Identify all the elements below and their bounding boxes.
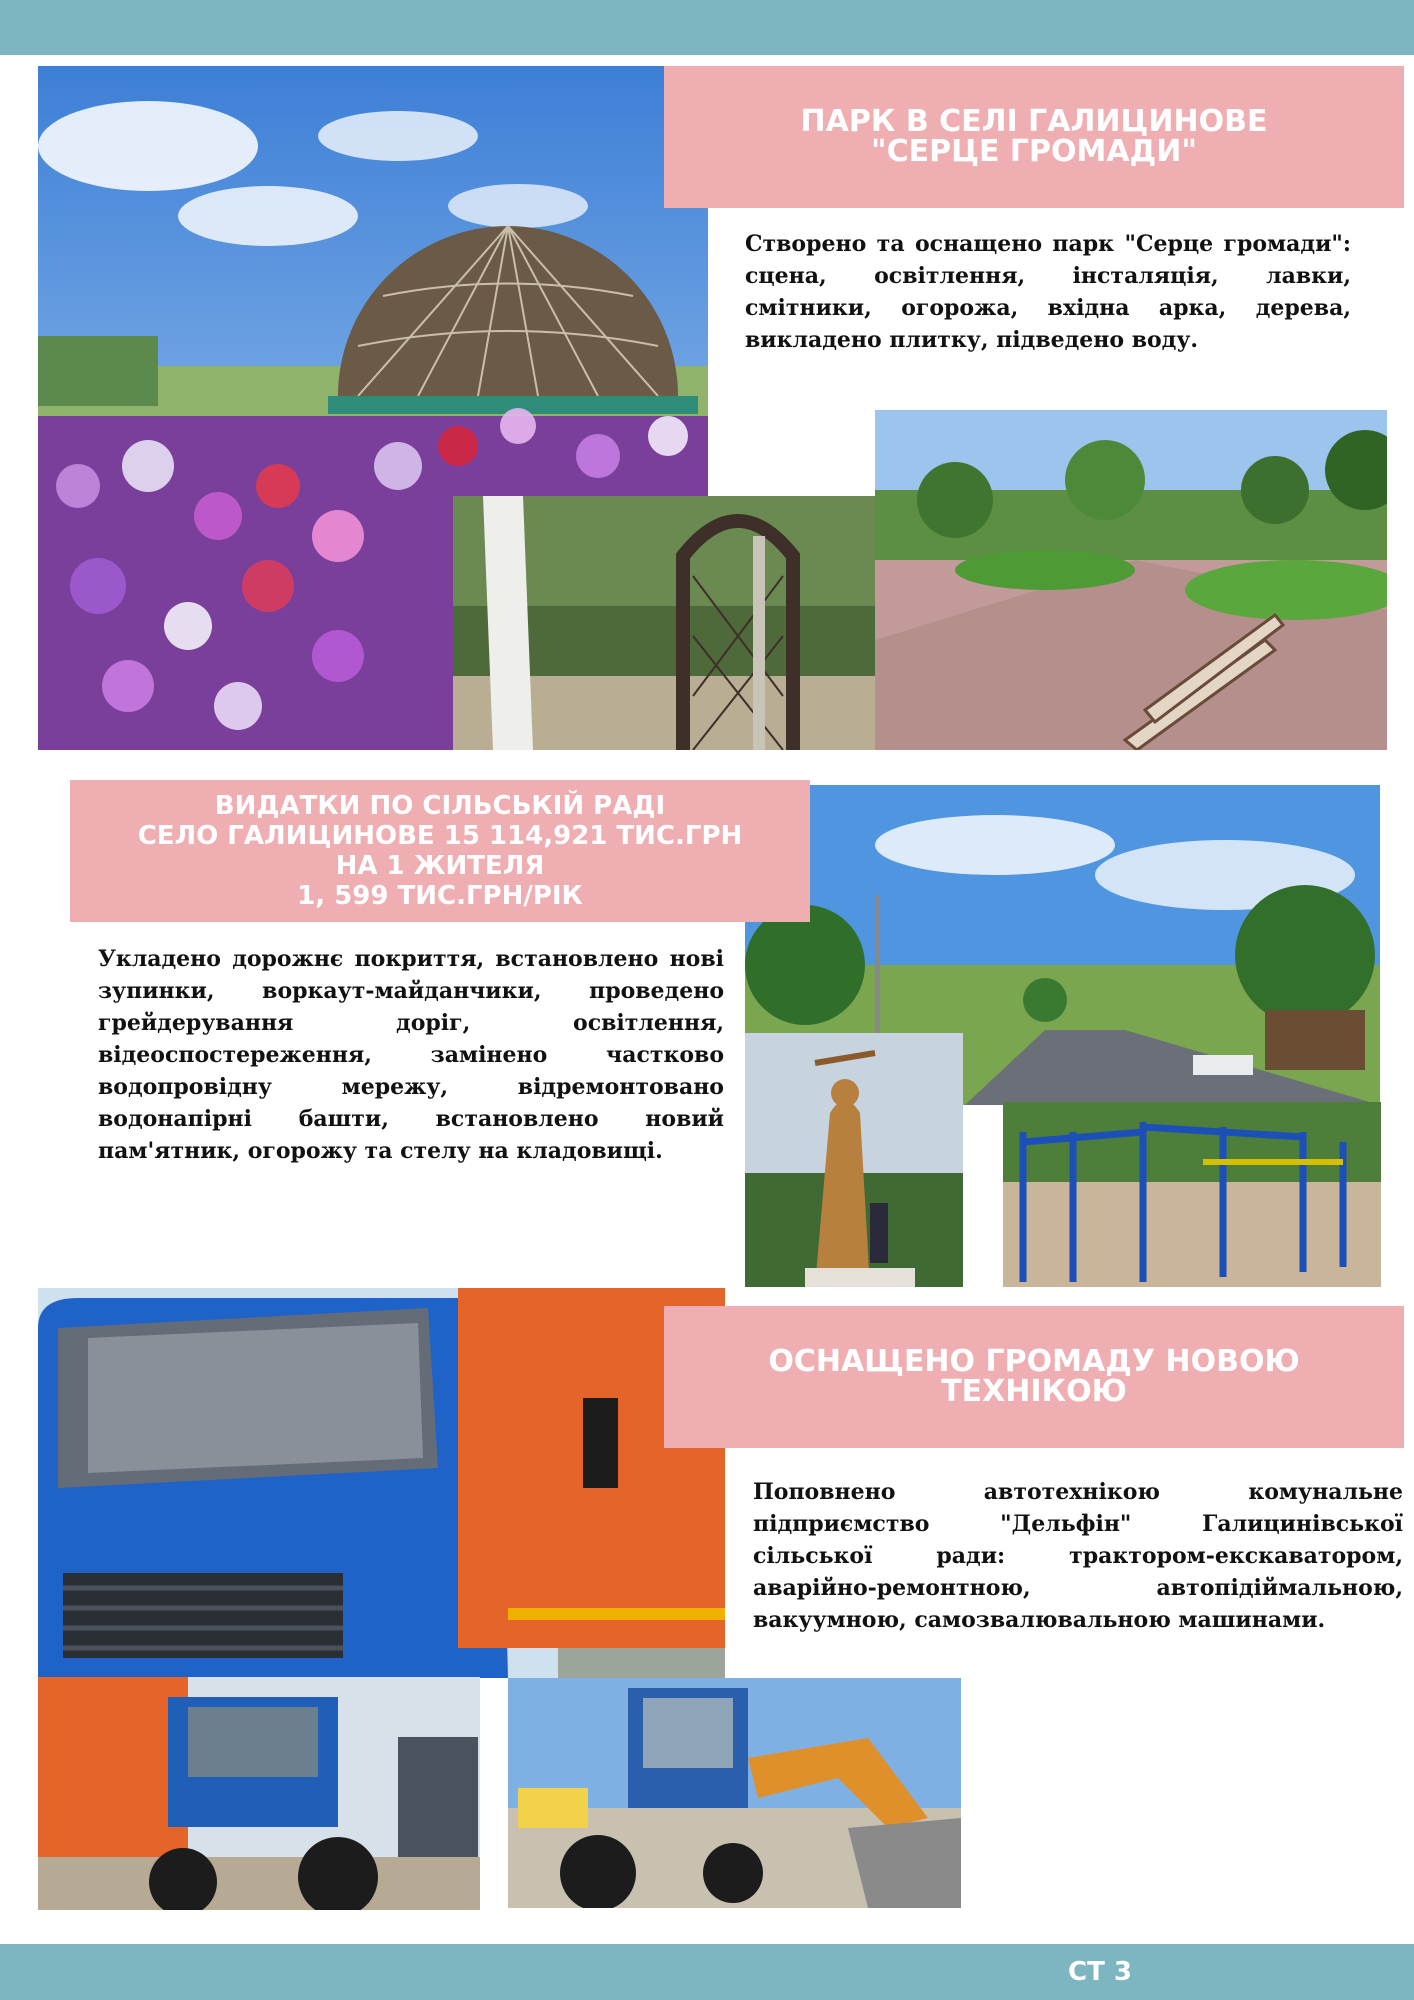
park-heading-line-1: ПАРК В СЕЛІ ГАЛИЦИНОВЕ (800, 104, 1268, 139)
park-description: Створено та оснащено парк "Серце громади": сцена, освітлення, інсталяція, лавки, смітники, огорожа, вхідна арка, дерева, викладено плитку, підведено воду. (745, 231, 1351, 353)
blue-truck-photo (38, 1288, 725, 1678)
top-band (0, 0, 1414, 55)
equipment-heading (664, 1306, 1404, 1448)
park-arch-photo (453, 496, 875, 750)
equipment-heading-line-2: ТЕХНІКОЮ (941, 1374, 1127, 1409)
expenses-heading (70, 780, 810, 922)
equipment-heading-line-1: ОСНАЩЕНО ГРОМАДУ НОВОЮ (768, 1344, 1300, 1379)
expenses-heading-line-4: 1, 599 ТИС.ГРН/РІК (297, 881, 583, 911)
excavator-tractor-photo (508, 1678, 961, 1908)
workout-ground-photo (1003, 1102, 1381, 1287)
monument-photo (745, 1033, 963, 1287)
page-number: СТ 3 (1068, 1957, 1132, 1987)
park-heading (664, 66, 1404, 208)
expenses-description: Укладено дорожнє покриття, встановлено нові зупинки, воркаут-майданчики, проведено грейдерування доріг, освітлення, відеоспостереження, замінено частково водопровідну мережу, відремонтовано водонапірні башти, встановлено новий пам'ятник, огорожу та стелу на кладовищі. (98, 946, 724, 1164)
equipment-description: Поповнено автотехнікою комунальне підприємство "Дельфін" Галицинівської сільської ради: трактором-екскаватором, аварійно-ремонтною, автопідіймальною, вакуумною, самозвалювальною машинами. (753, 1479, 1403, 1633)
park-heading-line-2: "СЕРЦЕ ГРОМАДИ" (870, 134, 1198, 169)
expenses-heading-line-2: СЕЛО ГАЛИЦИНОВЕ 15 114,921 ТИС.ГРН (137, 821, 743, 851)
blue-tractor-photo (38, 1677, 480, 1910)
expenses-heading-line-3: НА 1 ЖИТЕЛЯ (335, 851, 545, 881)
bottom-band (0, 1944, 1414, 2000)
park-pathway-photo (875, 410, 1387, 750)
expenses-heading-line-1: ВИДАТКИ ПО СІЛЬСЬКІЙ РАДІ (214, 791, 666, 821)
